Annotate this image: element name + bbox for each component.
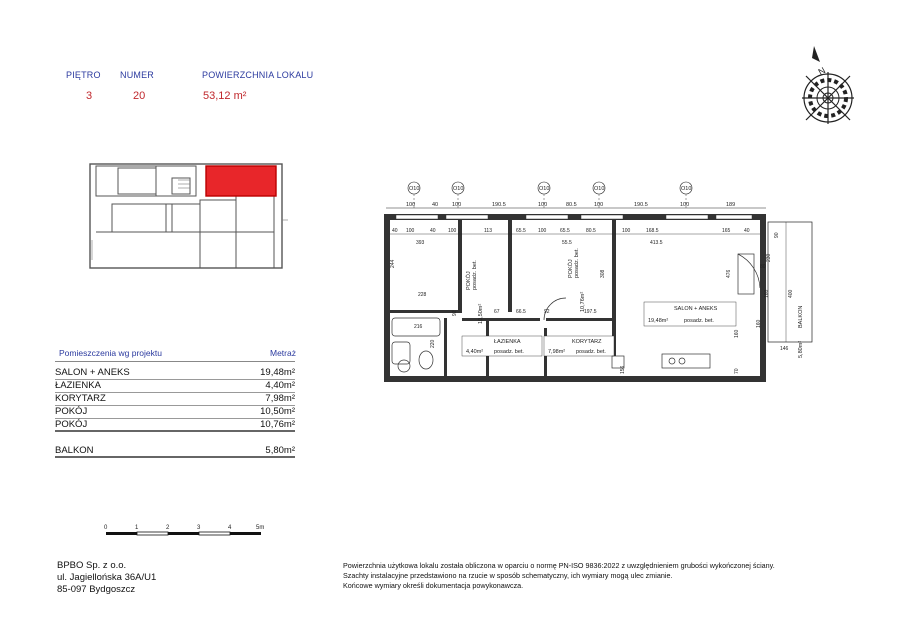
- scale-tick: 2: [166, 525, 170, 531]
- dim-inner: 80.5: [586, 228, 596, 234]
- dim-misc: 197.5: [584, 309, 597, 315]
- room-area-pokoj1: 10,50m²: [478, 303, 484, 324]
- room-name: POKÓJ: [55, 406, 88, 417]
- dim-inner: 65.5: [516, 228, 526, 234]
- dim-top: 100: [452, 202, 462, 208]
- column-tag: [593, 182, 605, 194]
- scale-tick: 4: [228, 525, 232, 531]
- notes: [343, 561, 843, 591]
- dim-top: 100: [680, 202, 690, 208]
- dim-misc: 92: [452, 310, 458, 316]
- room-label-lazienka: ŁAZIENKA: [494, 339, 521, 345]
- dim-misc: 160: [764, 289, 770, 298]
- room-area: 4,40m²: [265, 380, 295, 391]
- dim-inner: 100: [622, 228, 631, 234]
- dim-misc: 308: [600, 269, 606, 278]
- number-value: 20: [133, 90, 146, 102]
- dim-inner: 40: [430, 228, 436, 234]
- dim-misc: 156: [620, 365, 626, 374]
- dim-misc: 90: [774, 232, 780, 238]
- svg-text:O10: O10: [453, 186, 464, 192]
- floor-label: PIĘTRO: [66, 70, 101, 80]
- dim-misc: 160: [734, 329, 740, 338]
- room-area: 19,48m²: [260, 367, 295, 378]
- column-tag: [538, 182, 550, 194]
- note-line: Powierzchnia użytkowa lokalu została obliczona w oparciu o normę PN-ISO 9836:2022 z uwzględnieniem grubości wykończonej ściany.: [343, 561, 775, 570]
- room-area-balkon: 5,80m²: [798, 340, 804, 358]
- scale-bar: [98, 520, 273, 542]
- room-row: [55, 393, 295, 406]
- company-street: ul. Jagiellońska 36A/U1: [57, 572, 157, 583]
- room-label-pokoj2: POKÓJ: [568, 259, 574, 278]
- dim-misc: 476: [726, 269, 732, 278]
- room-floor-salon: posadz. bet.: [684, 318, 714, 324]
- rooms-title: Pomieszczenia wg projektu: [59, 348, 162, 358]
- dim-top: 100: [538, 202, 548, 208]
- company-name: BPBO Sp. z o.o.: [57, 560, 127, 571]
- dim-misc: 230: [766, 253, 772, 262]
- room-area: 7,98m²: [265, 393, 295, 404]
- room-row: [55, 380, 295, 393]
- dim-misc: 146: [780, 346, 789, 352]
- dim-top: 189: [726, 202, 736, 208]
- svg-text:O10: O10: [681, 186, 692, 192]
- room-label-pokoj1: POKÓJ: [466, 271, 472, 290]
- room-area: 10,76m²: [260, 419, 295, 430]
- dim-misc: 244: [390, 259, 396, 268]
- dim-inner: 168.5: [646, 228, 659, 234]
- dim-top: 190.5: [634, 202, 648, 208]
- dim-mid: 55.5: [562, 240, 572, 246]
- note-line: Szachty instalacyjne przedstawiono na rzucie w sposób schematyczny, ich wymiary mogą ulec zmianie.: [343, 571, 673, 580]
- dim-inner: 100: [406, 228, 415, 234]
- room-name: POKÓJ: [55, 419, 88, 430]
- dim-top: 100: [594, 202, 604, 208]
- svg-text:N: N: [816, 65, 828, 78]
- dim-inner: 100: [538, 228, 547, 234]
- room-label-balkon: BALKON: [798, 305, 804, 328]
- room-name: SALON + ANEKS: [55, 367, 130, 378]
- note-line: Końcowe wymiary określi dokumentacja powykonawcza.: [343, 581, 524, 590]
- scale-tick: 5m: [256, 525, 265, 531]
- scale-tick: 1: [135, 525, 139, 531]
- dim-mid: 393: [416, 240, 425, 246]
- dim-misc: 228: [418, 292, 427, 298]
- dim-misc: 160: [756, 319, 762, 328]
- column-tag: [452, 182, 464, 194]
- room-row: [55, 406, 295, 419]
- dim-inner: 113: [484, 228, 492, 234]
- company-city: 85-097 Bydgoszcz: [57, 584, 136, 595]
- scale-tick: 0: [104, 525, 108, 531]
- dim-inner: 100: [448, 228, 457, 234]
- room-area-salon: 19,48m²: [648, 318, 669, 324]
- room-area-lazienka: 4,40m²: [466, 349, 484, 355]
- room-area: 10,50m²: [260, 406, 295, 417]
- dim-misc: 400: [788, 289, 794, 298]
- highlighted-unit: [206, 166, 276, 196]
- dim-misc: 220: [430, 339, 436, 348]
- floor-value: 3: [86, 90, 93, 102]
- compass-rose-icon: [790, 38, 870, 133]
- room-area-pokoj2: 10,76m²: [580, 291, 586, 312]
- room-floor-korytarz: posadz. bet.: [576, 349, 606, 355]
- dim-mid: 413.5: [650, 240, 663, 246]
- dim-misc: 67: [494, 309, 500, 315]
- rooms-area-header: Metraż: [270, 348, 296, 358]
- room-label-salon: SALON + ANEKS: [674, 306, 718, 312]
- key-plan: [82, 160, 297, 272]
- floor-plan: [366, 178, 826, 388]
- room-floor-pokoj2: posadz. bet.: [574, 248, 580, 278]
- dim-inner: 65.5: [560, 228, 570, 234]
- dim-misc: 92: [544, 309, 550, 315]
- dim-misc: 70: [734, 368, 740, 374]
- dim-misc: 216: [414, 324, 423, 330]
- room-area-korytarz: 7,98m²: [548, 349, 566, 355]
- dim-top: 80.5: [566, 202, 577, 208]
- rooms-table-divider: [55, 361, 295, 362]
- dim-inner: 165: [722, 228, 731, 234]
- dim-top: 40: [432, 202, 439, 208]
- dim-inner: 40: [392, 228, 398, 234]
- svg-text:O10: O10: [409, 186, 420, 192]
- room-row: [55, 419, 295, 432]
- dim-misc: 80: [760, 264, 766, 270]
- area-value: 53,12 m²: [203, 90, 247, 102]
- balcony-row: [55, 445, 295, 458]
- dim-inner: 40: [744, 228, 750, 234]
- company-address: [57, 560, 156, 596]
- area-label: POWIERZCHNIA LOKALU: [202, 70, 314, 80]
- column-tag: [680, 182, 692, 194]
- dim-misc: 66.5: [516, 309, 526, 315]
- room-name: KORYTARZ: [55, 393, 106, 404]
- balcony-area: 5,80m²: [265, 445, 295, 456]
- room-label-korytarz: KORYTARZ: [572, 339, 602, 345]
- svg-text:O10: O10: [539, 186, 550, 192]
- scale-tick: 3: [197, 525, 201, 531]
- svg-text:O10: O10: [594, 186, 605, 192]
- dim-top: 190.5: [492, 202, 506, 208]
- balcony-name: BALKON: [55, 445, 94, 456]
- dim-top: 100: [406, 202, 416, 208]
- room-row: [55, 367, 295, 380]
- room-floor-pokoj1: posadz. bet.: [472, 260, 478, 290]
- room-name: ŁAZIENKA: [55, 380, 101, 391]
- column-tag: [408, 182, 420, 194]
- number-label: NUMER: [120, 70, 154, 80]
- room-floor-lazienka: posadz. bet.: [494, 349, 524, 355]
